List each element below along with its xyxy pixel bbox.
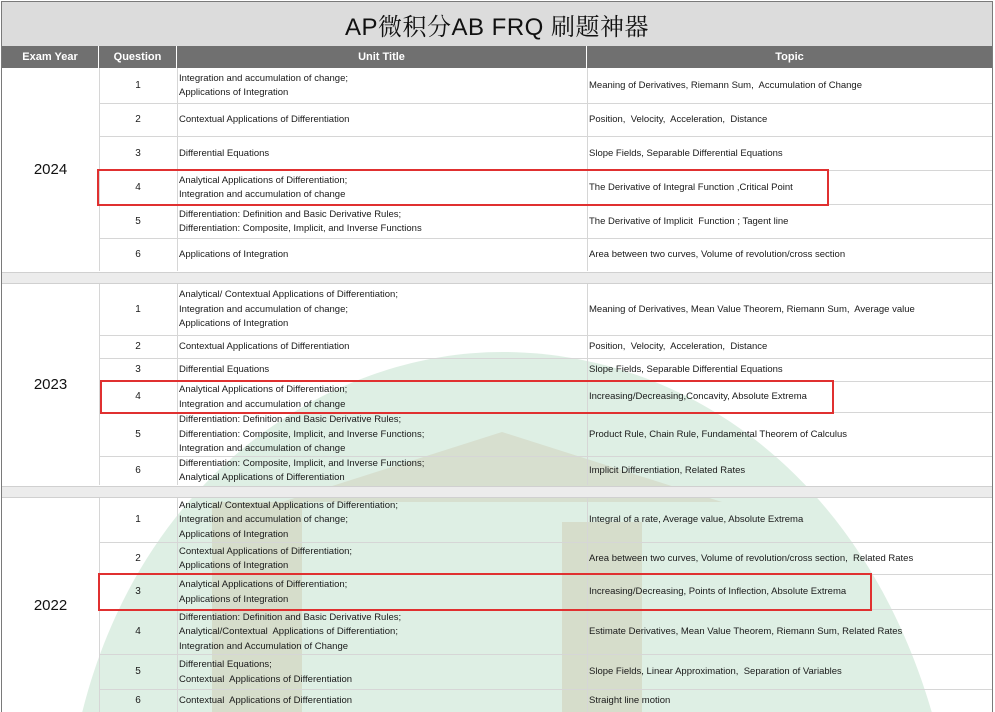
year-separator [2, 486, 992, 498]
unit-title-line: Integration and accumulation of change; [179, 72, 349, 84]
question-number: 3 [135, 364, 141, 376]
question-number: 4 [135, 391, 141, 403]
topic-cell: Implicit Differentiation, Related Rates [589, 464, 746, 476]
topic-cell: Position, Velocity, Acceleration, Distance [589, 341, 768, 353]
unit-title-cell [177, 382, 587, 413]
topic-cell: Integral of a rate, Average value, Absolute Extrema [589, 514, 804, 526]
unit-title-cell [177, 239, 587, 271]
unit-title-line: Applications of Integration [179, 560, 289, 571]
header-exam-year: Exam Year [2, 46, 99, 68]
unit-title-line: Contextual Applications of Differentiation [179, 673, 353, 685]
unit-title-line: Differentiation: Definition and Basic Derivative Rules; [179, 208, 402, 220]
unit-title-cell [177, 336, 587, 359]
unit-title-cell [177, 543, 587, 575]
unit-title-line: Analytical/Contextual Applications of Differentiation; [179, 626, 398, 638]
unit-title-line: Integration and accumulation of change [179, 189, 346, 200]
question-number: 2 [135, 341, 141, 353]
unit-title-line: Applications of Integration [179, 318, 289, 330]
unit-title-line: Differentiation: Definition and Basic Derivative Rules; [179, 414, 402, 426]
unit-title-cell [177, 359, 587, 382]
unit-title-line: Applications of Integration [179, 593, 289, 605]
frq-table-sheet [1, 1, 993, 712]
year-separator [2, 272, 992, 284]
unit-title-line: Integration and accumulation of change; [179, 303, 349, 315]
unit-title-line: Integration and Accumulation of Change [179, 640, 349, 652]
unit-title-line: Applications of Integration [179, 87, 289, 98]
topic-cell: Product Rule, Chain Rule, Fundamental Theorem of Calculus [589, 428, 848, 440]
unit-title-cell [177, 610, 587, 655]
topic-cell: Straight line motion [589, 695, 671, 707]
question-number: 2 [135, 552, 141, 564]
unit-title-line: Analytical Applications of Differentiation; [179, 174, 348, 186]
topic-cell: Increasing/Decreasing, Points of Inflection, Absolute Extrema [589, 586, 847, 598]
unit-title-cell [177, 284, 587, 336]
question-number: 3 [135, 586, 141, 598]
unit-title-cell [177, 655, 587, 690]
unit-title-line: Applications of Integration [179, 528, 289, 540]
unit-title-line: Integration and accumulation of change; [179, 514, 349, 526]
unit-title-line: Differential Equations; [179, 659, 272, 670]
question-number: 6 [135, 464, 141, 476]
unit-title-line: Analytical Applications of Differentiation; [179, 384, 348, 395]
unit-title-line: Differential Equations [179, 364, 270, 376]
question-number: 4 [135, 626, 141, 638]
unit-title-line: Analytical Applications of Differentiation; [179, 579, 348, 590]
question-number: 4 [135, 181, 141, 193]
topic-cell: The Derivative of Implicit Function ; Tagent line [589, 215, 789, 227]
question-number: 1 [135, 79, 141, 91]
unit-title-line: Analytical Applications of Differentiation [179, 472, 345, 483]
unit-title-cell [177, 104, 587, 137]
question-number: 6 [135, 695, 141, 707]
topic-cell: Meaning of Derivatives, Riemann Sum, Accumulation of Change [589, 79, 862, 91]
question-number: 6 [135, 248, 141, 260]
header-topic: Topic [587, 46, 992, 68]
unit-title-line: Analytical/ Contextual Applications of Differentiation; [179, 499, 398, 511]
unit-title-cell [177, 205, 587, 239]
topic-cell: Meaning of Derivatives, Mean Value Theorem, Riemann Sum, Average value [589, 303, 915, 315]
question-number: 5 [135, 215, 141, 227]
unit-title-line: Differentiation: Composite, Implicit, and Inverse Functions [179, 223, 422, 234]
question-number: 1 [135, 303, 141, 315]
unit-title-cell [177, 690, 587, 712]
topic-cell: Position, Velocity, Acceleration, Distance [589, 114, 768, 126]
topic-cell: Area between two curves, Volume of revolution/cross section, Related Rates [589, 552, 914, 564]
topic-cell: Estimate Derivatives, Mean Value Theorem, Riemann Sum, Related Rates [589, 626, 903, 638]
exam-year-label: 2024 [33, 161, 68, 178]
exam-year-label: 2022 [33, 597, 68, 614]
topic-cell: Increasing/Decreasing,Concavity, Absolute Extrema [589, 391, 807, 403]
unit-title-line: Contextual Applications of Differentiation [179, 341, 350, 353]
exam-year-label: 2023 [33, 376, 68, 393]
header-unit-title: Unit Title [177, 46, 587, 68]
question-number: 1 [135, 514, 141, 526]
unit-title-line: Contextual Applications of Differentiation [179, 695, 353, 707]
unit-title-cell [177, 137, 587, 171]
unit-title-cell [177, 68, 587, 104]
question-number: 3 [135, 147, 141, 159]
unit-title-line: Differentiation: Definition and Basic Derivative Rules; [179, 611, 402, 623]
unit-title-line: Analytical/ Contextual Applications of Differentiation; [179, 289, 398, 301]
unit-title-cell [177, 457, 587, 485]
unit-title-line: Contextual Applications of Differentiation [179, 114, 350, 126]
topic-cell: The Derivative of Integral Function ,Critical Point [589, 181, 793, 193]
topic-cell: Slope Fields, Separable Differential Equations [589, 364, 783, 376]
page-title: AP微积分AB FRQ 刷题神器 [2, 2, 992, 47]
topic-cell: Slope Fields, Linear Approximation, Separation of Variables [589, 666, 842, 678]
unit-title-line: Integration and accumulation of change [179, 398, 346, 410]
unit-title-cell [177, 171, 587, 205]
header-question: Question [99, 46, 177, 68]
unit-title-cell [177, 498, 587, 543]
unit-title-cell [177, 413, 587, 457]
unit-title-line: Differentiation: Composite, Implicit, and Inverse Functions; [179, 428, 425, 440]
unit-title-line: Integration and accumulation of change [179, 443, 346, 455]
unit-title-cell [177, 575, 587, 610]
unit-title-line: Contextual Applications of Differentiation; [179, 545, 353, 557]
unit-title-line: Differential Equations [179, 147, 270, 159]
topic-cell: Slope Fields, Separable Differential Equations [589, 147, 783, 159]
unit-title-line: Applications of Integration [179, 248, 289, 260]
question-number: 5 [135, 428, 141, 440]
unit-title-line: Differentiation: Composite, Implicit, and Inverse Functions; [179, 457, 425, 469]
question-number: 5 [135, 666, 141, 678]
topic-cell: Area between two curves, Volume of revolution/cross section [589, 248, 846, 260]
question-number: 2 [135, 114, 141, 126]
